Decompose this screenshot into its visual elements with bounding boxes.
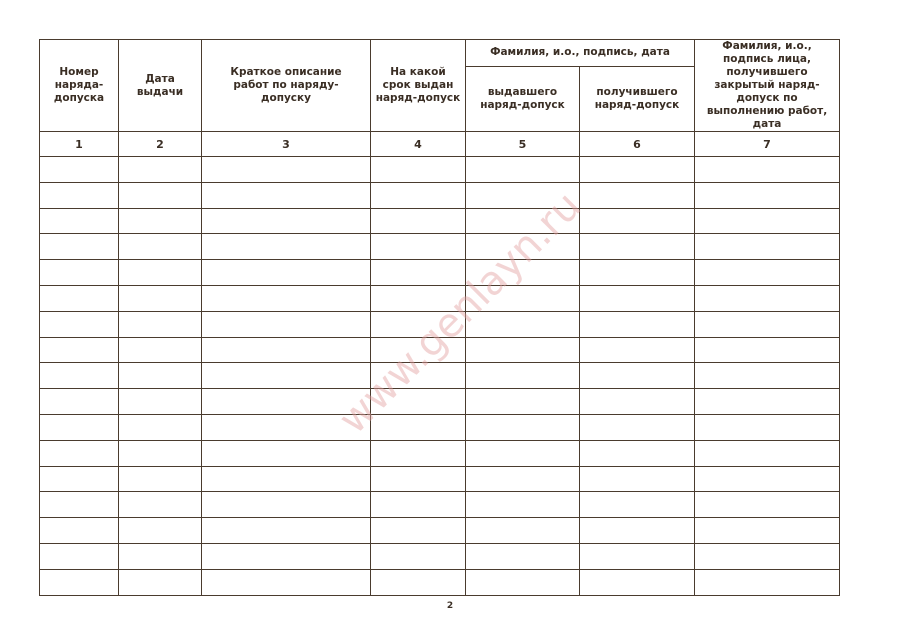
table-cell[interactable] <box>371 285 466 311</box>
table-cell[interactable] <box>695 337 840 363</box>
column-number: 3 <box>202 132 371 157</box>
table-cell[interactable] <box>695 466 840 492</box>
table-row <box>40 311 840 337</box>
column-number: 7 <box>695 132 840 157</box>
table-cell[interactable] <box>371 208 466 234</box>
table-cell[interactable] <box>371 569 466 595</box>
table-cell[interactable] <box>40 157 119 183</box>
table-cell[interactable] <box>371 182 466 208</box>
table-cell[interactable] <box>466 389 580 415</box>
table-cell[interactable] <box>580 234 695 260</box>
table-cell[interactable] <box>119 363 202 389</box>
table-cell[interactable] <box>580 182 695 208</box>
header-work-description-label: Краткое описание работ по наряду-допуску <box>230 66 342 104</box>
table-cell[interactable] <box>580 157 695 183</box>
table-cell[interactable] <box>119 518 202 544</box>
table-cell[interactable] <box>119 414 202 440</box>
column-number-row <box>40 132 840 157</box>
header-work-description <box>202 40 371 132</box>
table-row <box>40 543 840 569</box>
work-permit-log-table <box>39 39 840 596</box>
header-signatures-group-label: Фамилия, и.о., подпись, дата <box>490 46 670 59</box>
table-row <box>40 337 840 363</box>
header-permit-number <box>40 40 119 132</box>
table-cell[interactable] <box>580 569 695 595</box>
table-cell[interactable] <box>580 337 695 363</box>
table-row <box>40 440 840 466</box>
header-issue-date-label: Дата выдачи <box>136 72 184 98</box>
table-row <box>40 182 840 208</box>
header-recipient-label: получившего наряд-допуск <box>594 85 680 111</box>
table-cell[interactable] <box>466 492 580 518</box>
table-row <box>40 260 840 286</box>
table-cell[interactable] <box>119 157 202 183</box>
table-cell[interactable] <box>202 440 371 466</box>
table-cell[interactable] <box>371 414 466 440</box>
table-cell[interactable] <box>695 389 840 415</box>
table-cell[interactable] <box>119 234 202 260</box>
table-cell[interactable] <box>40 337 119 363</box>
table-cell[interactable] <box>580 260 695 286</box>
table-cell[interactable] <box>119 337 202 363</box>
table-cell[interactable] <box>119 389 202 415</box>
column-number: 2 <box>119 132 202 157</box>
table-cell[interactable] <box>202 389 371 415</box>
table-cell[interactable] <box>580 208 695 234</box>
table-cell[interactable] <box>695 492 840 518</box>
table-cell[interactable] <box>40 182 119 208</box>
table-cell[interactable] <box>371 466 466 492</box>
table-cell[interactable] <box>371 337 466 363</box>
header-issuer-label: выдавшего наряд-допуск <box>480 85 565 111</box>
table-cell[interactable] <box>371 543 466 569</box>
table-cell[interactable] <box>119 466 202 492</box>
watermark: www.genlayn.ru <box>329 183 590 444</box>
table-row <box>40 363 840 389</box>
table-cell[interactable] <box>371 260 466 286</box>
table-cell[interactable] <box>695 440 840 466</box>
table-cell[interactable] <box>40 285 119 311</box>
table-row <box>40 414 840 440</box>
table-cell[interactable] <box>119 182 202 208</box>
table-cell[interactable] <box>695 569 840 595</box>
table-cell[interactable] <box>371 363 466 389</box>
table-cell[interactable] <box>371 311 466 337</box>
table-cell[interactable] <box>40 389 119 415</box>
header-validity-period-label: На какой срок выдан наряд-допуск <box>375 66 461 104</box>
table-cell[interactable] <box>580 311 695 337</box>
table-cell[interactable] <box>119 569 202 595</box>
table-row <box>40 518 840 544</box>
table-cell[interactable] <box>40 311 119 337</box>
table-cell[interactable] <box>40 518 119 544</box>
table-cell[interactable] <box>119 208 202 234</box>
table-row <box>40 492 840 518</box>
table-cell[interactable] <box>202 492 371 518</box>
table-cell[interactable] <box>695 157 840 183</box>
table-cell[interactable] <box>202 182 371 208</box>
header-closed-permit <box>695 40 840 132</box>
table-cell[interactable] <box>119 492 202 518</box>
table-cell[interactable] <box>202 518 371 544</box>
table-cell[interactable] <box>202 414 371 440</box>
table-cell[interactable] <box>40 492 119 518</box>
table-cell[interactable] <box>40 440 119 466</box>
table-cell[interactable] <box>695 208 840 234</box>
table-cell[interactable] <box>40 363 119 389</box>
column-number: 4 <box>371 132 466 157</box>
table-cell[interactable] <box>580 414 695 440</box>
table-cell[interactable] <box>466 260 580 286</box>
table-cell[interactable] <box>695 414 840 440</box>
table-cell[interactable] <box>580 389 695 415</box>
table-cell[interactable] <box>466 569 580 595</box>
table-cell[interactable] <box>466 440 580 466</box>
table-cell[interactable] <box>466 337 580 363</box>
table-cell[interactable] <box>202 466 371 492</box>
table-cell[interactable] <box>40 260 119 286</box>
table-cell[interactable] <box>466 543 580 569</box>
table-cell[interactable] <box>466 285 580 311</box>
table-cell[interactable] <box>119 260 202 286</box>
table-cell[interactable] <box>202 311 371 337</box>
table-cell[interactable] <box>202 260 371 286</box>
table-cell[interactable] <box>466 157 580 183</box>
page-number: 2 <box>446 601 454 611</box>
table-cell[interactable] <box>371 389 466 415</box>
header-closed-permit-label: Фамилия, и.о., подпись лица, получившего закрытый наряд-допуск по выполнению работ, дата <box>706 40 828 130</box>
table-row <box>40 389 840 415</box>
column-number: 1 <box>40 132 119 157</box>
table-cell[interactable] <box>695 518 840 544</box>
table-cell[interactable] <box>466 182 580 208</box>
header-validity-period <box>371 40 466 132</box>
table-cell[interactable] <box>371 234 466 260</box>
table-cell[interactable] <box>40 414 119 440</box>
header-issuer <box>466 66 580 131</box>
table-cell[interactable] <box>119 543 202 569</box>
table-cell[interactable] <box>695 260 840 286</box>
table-cell[interactable] <box>40 543 119 569</box>
table-cell[interactable] <box>202 157 371 183</box>
table-cell[interactable] <box>695 234 840 260</box>
table-cell[interactable] <box>466 311 580 337</box>
table-cell[interactable] <box>371 440 466 466</box>
table-cell[interactable] <box>695 182 840 208</box>
table-cell[interactable] <box>580 440 695 466</box>
table-cell[interactable] <box>40 569 119 595</box>
table-cell[interactable] <box>202 234 371 260</box>
header-row-1 <box>40 40 840 67</box>
table-cell[interactable] <box>202 543 371 569</box>
table-cell[interactable] <box>466 234 580 260</box>
table-cell[interactable] <box>695 543 840 569</box>
table-cell[interactable] <box>371 157 466 183</box>
table-cell[interactable] <box>580 492 695 518</box>
table-row <box>40 157 840 183</box>
table-cell[interactable] <box>119 440 202 466</box>
table-cell[interactable] <box>202 208 371 234</box>
table-cell[interactable] <box>40 208 119 234</box>
table-cell[interactable] <box>466 518 580 544</box>
table-cell[interactable] <box>580 518 695 544</box>
table-row <box>40 208 840 234</box>
table-cell[interactable] <box>466 208 580 234</box>
header-recipient <box>580 66 695 131</box>
table-cell[interactable] <box>580 466 695 492</box>
table-row <box>40 285 840 311</box>
table-cell[interactable] <box>695 285 840 311</box>
table-cell[interactable] <box>202 337 371 363</box>
header-issue-date <box>119 40 202 132</box>
table-cell[interactable] <box>202 363 371 389</box>
table-cell[interactable] <box>466 466 580 492</box>
column-number: 5 <box>466 132 580 157</box>
table-cell[interactable] <box>580 543 695 569</box>
table-cell[interactable] <box>695 311 840 337</box>
table-cell[interactable] <box>466 363 580 389</box>
table-cell[interactable] <box>580 285 695 311</box>
table-cell[interactable] <box>40 234 119 260</box>
table-cell[interactable] <box>371 518 466 544</box>
table-cell[interactable] <box>119 285 202 311</box>
table-cell[interactable] <box>466 414 580 440</box>
table-row <box>40 234 840 260</box>
table-cell[interactable] <box>695 363 840 389</box>
table-row <box>40 466 840 492</box>
column-number: 6 <box>580 132 695 157</box>
table-cell[interactable] <box>202 569 371 595</box>
table-cell[interactable] <box>580 363 695 389</box>
table-row <box>40 569 840 595</box>
header-signatures-group <box>466 40 695 67</box>
table-cell[interactable] <box>202 285 371 311</box>
table-cell[interactable] <box>371 492 466 518</box>
table-cell[interactable] <box>40 466 119 492</box>
header-permit-number-label: Номер наряда-допуска <box>53 66 105 104</box>
table-cell[interactable] <box>119 311 202 337</box>
